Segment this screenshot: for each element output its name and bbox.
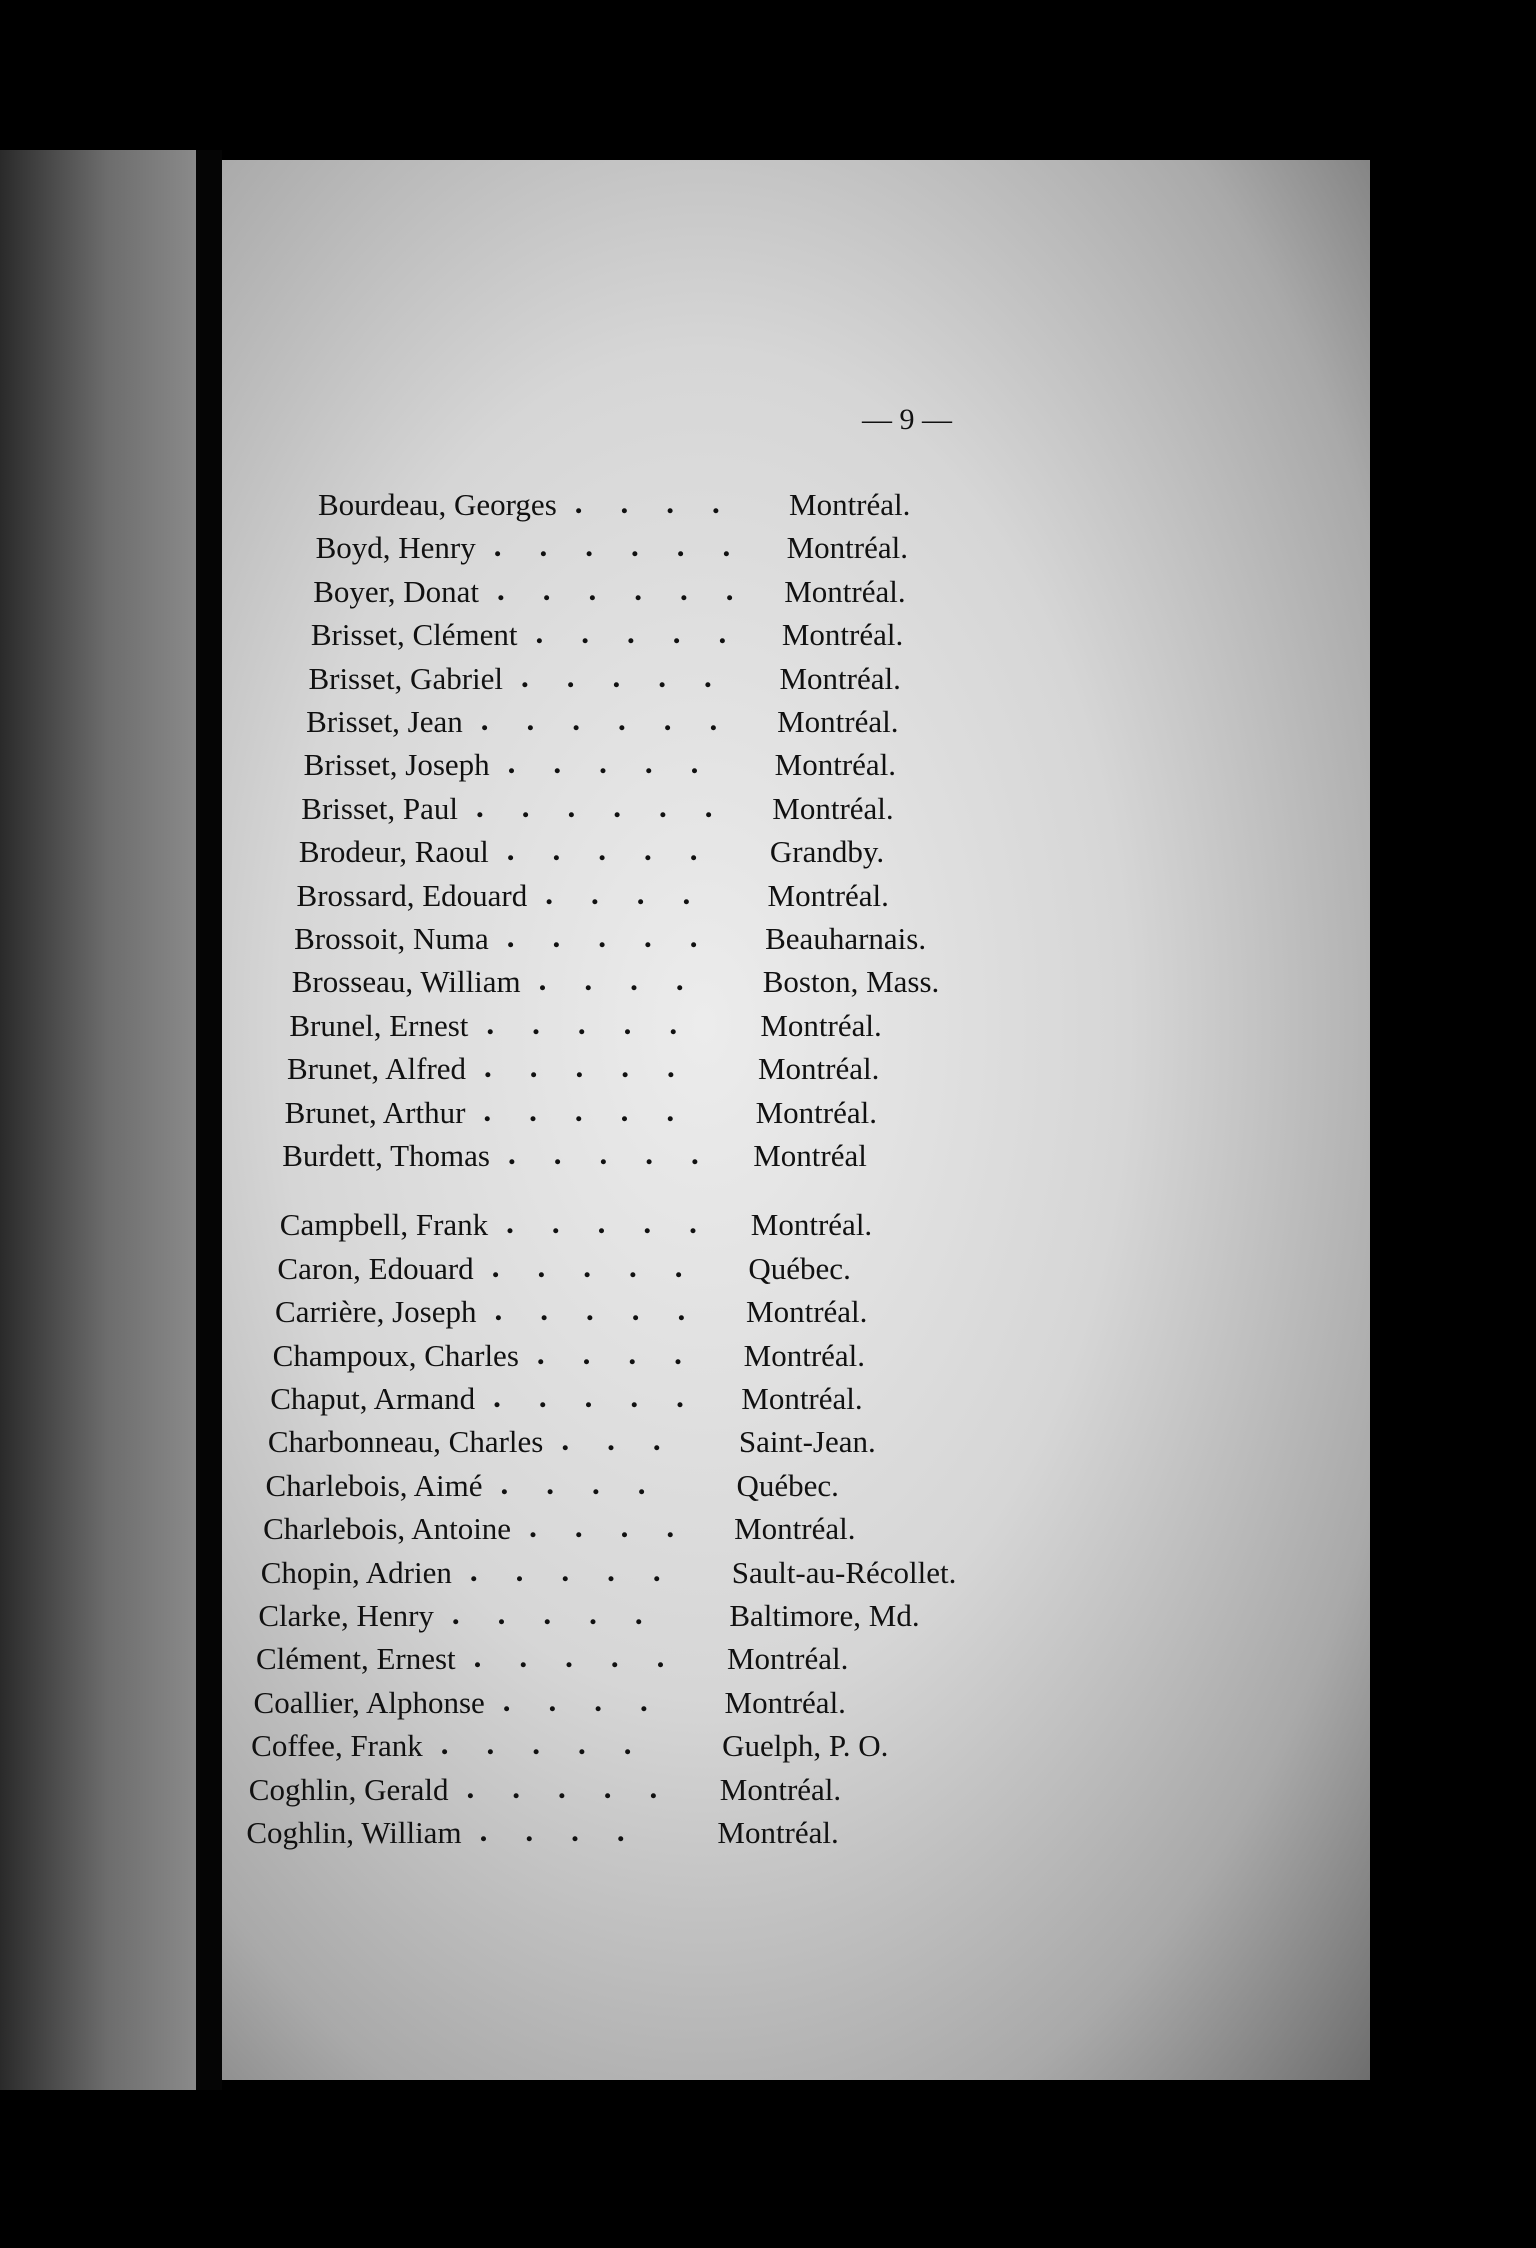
list-item — [275, 1294, 1175, 1334]
entry-place: Montréal. — [743, 1337, 866, 1373]
list-item — [268, 1424, 1168, 1464]
entry-place: Montréal. — [774, 747, 897, 783]
entry-name: Carrière, Joseph — [275, 1294, 477, 1330]
entry-name: Champoux, Charles — [272, 1337, 519, 1373]
entry-name: Brunet, Arthur — [284, 1094, 466, 1130]
entry-place: Sault-au-Récollet. — [731, 1554, 957, 1590]
list-item — [246, 1815, 1146, 1855]
entry-name: Coghlin, Gerald — [248, 1771, 449, 1807]
leader-dots: ..... — [469, 1552, 699, 1588]
leader-dots: ..... — [473, 1639, 703, 1675]
entry-name: Brisset, Jean — [306, 704, 463, 739]
entry-place: Montréal. — [734, 1511, 856, 1547]
entry-name: Caron, Edouard — [277, 1250, 474, 1286]
entry-name: Coghlin, William — [246, 1815, 462, 1850]
entry-name: Clarke, Henry — [258, 1598, 434, 1633]
leader-dots: .... — [479, 1813, 663, 1848]
leader-dots: ..... — [451, 1596, 681, 1631]
entry-name: Boyer, Donat — [313, 573, 479, 609]
entry-name: Brossard, Edouard — [296, 877, 528, 913]
leader-dots: .... — [536, 1335, 720, 1371]
entry-name: Brunet, Alfred — [286, 1051, 467, 1087]
entry-name: Brodeur, Raoul — [298, 834, 489, 870]
entry-place: Montréal. — [726, 1641, 849, 1677]
entry-place: Beauharnais. — [765, 921, 927, 956]
list-item — [277, 1248, 1177, 1291]
entry-name: Boyd, Henry — [315, 530, 476, 566]
list-item — [287, 1051, 1187, 1091]
list-item — [282, 1138, 1182, 1178]
list-item — [292, 964, 1192, 1004]
leader-dots: ..... — [483, 1092, 713, 1128]
leader-dots: ..... — [491, 1248, 721, 1284]
entry-place: Montréal. — [786, 530, 908, 566]
list-item — [318, 487, 1218, 527]
leader-dots: .... — [574, 485, 758, 520]
entry-name: Burdett, Thomas — [282, 1138, 490, 1173]
entry-place: Montréal. — [719, 1771, 842, 1807]
list-item — [280, 1207, 1180, 1247]
entry-place: Montréal. — [717, 1815, 839, 1850]
leader-dots: ..... — [493, 1379, 722, 1414]
leader-dots: ..... — [466, 1769, 696, 1805]
entry-place: Montréal. — [767, 877, 889, 913]
entry-name: Charbonneau, Charles — [267, 1424, 544, 1460]
entry-name: Brisset, Joseph — [303, 747, 490, 783]
entry-place: Montréal. — [781, 617, 904, 653]
leader-dots: ...... — [476, 788, 751, 824]
entry-place: Montréal. — [772, 790, 894, 826]
leader-dots: ...... — [480, 702, 756, 737]
entry-place: Québec. — [748, 1250, 851, 1286]
entry-name: Brosseau, William — [291, 964, 521, 1000]
leader-dots: ... — [561, 1422, 699, 1458]
entry-place: Montréal — [753, 1138, 867, 1173]
list-item — [316, 530, 1216, 570]
list-item — [313, 571, 1213, 614]
leader-dots: ...... — [497, 571, 772, 607]
list-item — [253, 1682, 1154, 1725]
list-item — [294, 921, 1194, 961]
entry-name: Chaput, Armand — [270, 1381, 476, 1416]
list-item — [299, 834, 1199, 874]
list-item — [270, 1381, 1170, 1421]
entry-place: Montréal. — [755, 1094, 877, 1130]
leader-dots: ..... — [440, 1726, 670, 1762]
entry-place: Montréal. — [777, 704, 899, 739]
entry-place: Montréal. — [746, 1294, 868, 1330]
document-page — [222, 160, 1370, 2080]
entry-place: Guelph, P. O. — [722, 1728, 889, 1764]
entry-place: Montréal. — [757, 1051, 880, 1087]
list-item — [256, 1641, 1156, 1681]
leader-dots: .... — [502, 1682, 686, 1718]
leader-dots: ..... — [486, 1005, 716, 1041]
left-facing-page — [0, 150, 196, 2090]
list-item — [296, 875, 1197, 918]
list-item — [265, 1465, 1165, 1508]
list-item — [304, 747, 1204, 787]
leader-dots: ..... — [484, 1049, 713, 1085]
leader-dots: .... — [500, 1465, 684, 1501]
entry-name: Brossoit, Numa — [294, 921, 489, 956]
entry-name: Brisset, Paul — [301, 790, 459, 826]
leader-dots: ..... — [507, 745, 737, 781]
list-item — [311, 617, 1211, 657]
leader-dots: ..... — [521, 658, 750, 694]
list-item — [289, 1005, 1189, 1048]
list-item — [258, 1598, 1158, 1638]
entry-name: Charlebois, Antoine — [263, 1511, 512, 1547]
leader-dots: ...... — [493, 528, 769, 564]
leader-dots: ..... — [535, 615, 765, 651]
leader-dots: ..... — [506, 1205, 735, 1241]
leader-dots: ..... — [506, 832, 736, 868]
entry-name: Clément, Ernest — [255, 1641, 456, 1677]
entry-place: Québec. — [736, 1467, 839, 1503]
entry-name: Brunel, Ernest — [289, 1007, 469, 1043]
list-item — [301, 788, 1201, 831]
entry-name: Chopin, Adrien — [260, 1554, 452, 1590]
entry-name: Brisset, Clément — [310, 617, 518, 653]
entry-place: Montréal. — [789, 487, 911, 522]
leader-dots: .... — [545, 875, 729, 911]
entry-name: Brisset, Gabriel — [308, 660, 504, 696]
page-gutter — [196, 150, 222, 2090]
entry-name: Bourdeau, Georges — [318, 487, 557, 522]
leader-dots: .... — [529, 1509, 713, 1545]
leader-dots: .... — [538, 962, 722, 998]
leader-dots: ..... — [494, 1292, 724, 1328]
list-item — [272, 1335, 1173, 1378]
entry-name: Coffee, Frank — [251, 1728, 423, 1764]
list-item — [306, 704, 1206, 744]
entry-name: Campbell, Frank — [279, 1207, 489, 1243]
entry-place: Montréal. — [779, 660, 901, 696]
list-item — [260, 1552, 1161, 1595]
leader-dots: ..... — [507, 1136, 737, 1171]
entry-place: Grandby. — [769, 834, 885, 870]
entry-place: Baltimore, Md. — [729, 1598, 920, 1633]
entry-place: Boston, Mass. — [762, 964, 940, 1000]
list-item — [251, 1728, 1151, 1768]
list-item — [248, 1769, 1149, 1812]
entry-name: Coallier, Alphonse — [253, 1684, 485, 1720]
list-item — [263, 1511, 1163, 1551]
page-number: — 9 — — [862, 403, 952, 436]
list-item — [308, 658, 1208, 701]
list-item — [284, 1092, 1185, 1135]
entry-place: Montréal. — [741, 1381, 863, 1416]
leader-dots: ..... — [506, 919, 736, 954]
entry-place: Montréal. — [750, 1207, 873, 1243]
entry-name: Charlebois, Aimé — [265, 1467, 483, 1503]
entry-place: Montréal. — [760, 1007, 882, 1043]
entry-place: Montréal. — [724, 1684, 846, 1720]
entry-place: Montréal. — [784, 573, 906, 609]
entry-place: Saint-Jean. — [738, 1424, 876, 1460]
